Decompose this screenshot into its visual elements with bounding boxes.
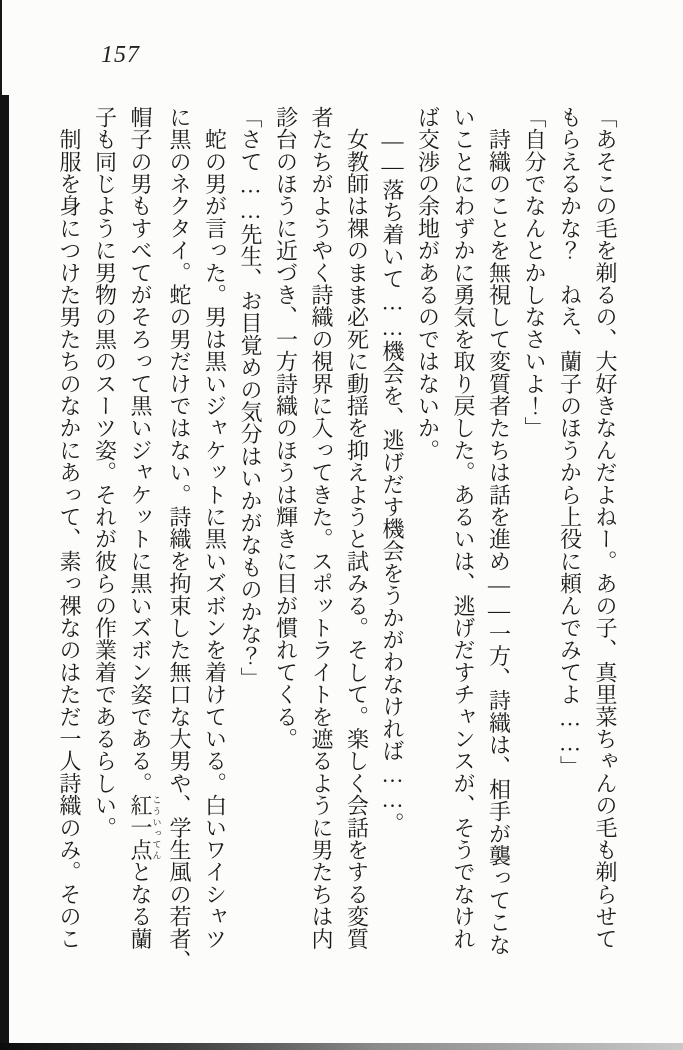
text-column: もらえるかな？ ねえ、蘭子のほうから上役に頼んでみてよ……」	[557, 106, 583, 778]
text-column: 蛇の男が言った。男は黒いジャケットに黒いズボンを着けている。白いワイシャツ	[202, 106, 228, 950]
page-number: 157	[101, 42, 140, 68]
text-column: いことにわずかに勇気を取り戻した。あるいは、逃げだすチャンスが、そうでなけれ	[451, 106, 476, 950]
scan-edge-left-bar	[0, 95, 9, 1050]
text-column: 女教師は裸のまま必死に動揺を抑えようと試みる。そして。楽しく会話をする変質	[344, 106, 370, 950]
text-column: 帽子の男もすべてがそろって黒いジャケットに黒いズボン姿である。紅一点こういってんとなる蘭	[128, 106, 162, 950]
text-column: 子も同じように男物の黒のスーツ姿。それが彼らの作業着であるらしい。	[92, 106, 118, 839]
furigana-ruby: 紅一点こういってん	[128, 794, 162, 861]
vertical-text-block	[52, 106, 624, 970]
text-column: 「あそこの毛を剃るの、大好きなんだよねー。あの子、真里菜ちゃんの毛も剃らせて	[593, 106, 618, 950]
text-column: 診台のほうに近づき、一方詩織のほうは輝きに目が慣れてくる。	[273, 106, 299, 750]
text-column: ——落ち着いて……機会を、逃げだす機会をうかがわなければ……。	[380, 106, 405, 835]
text-column: 制服を身につけた男たちのなかにあって、素っ裸なのはただ一人詩織のみ。そのこ	[57, 106, 82, 950]
text-column: に黒のネクタイ。蛇の男だけではない。詩織を拘束した無口な大男や、学生風の若者、	[167, 106, 192, 972]
text-column: ば交渉の余地があるのではないか。	[415, 106, 441, 462]
text-column: 「さて……先生、お目覚めの気分はいかがなものかな？」	[238, 106, 263, 690]
text-column: 者たちがようやく詩織の視界に入ってきた。スポットライトを遮るように男たちは内	[309, 106, 334, 950]
text-column: 詩織のことを無視して変質者たちは話を進め——一方、詩織は、相手が襲ってこな	[486, 106, 512, 956]
scan-edge-bottom-band	[0, 1043, 683, 1050]
text-column: 「自分でなんとかしなさいよ！」	[522, 106, 547, 439]
